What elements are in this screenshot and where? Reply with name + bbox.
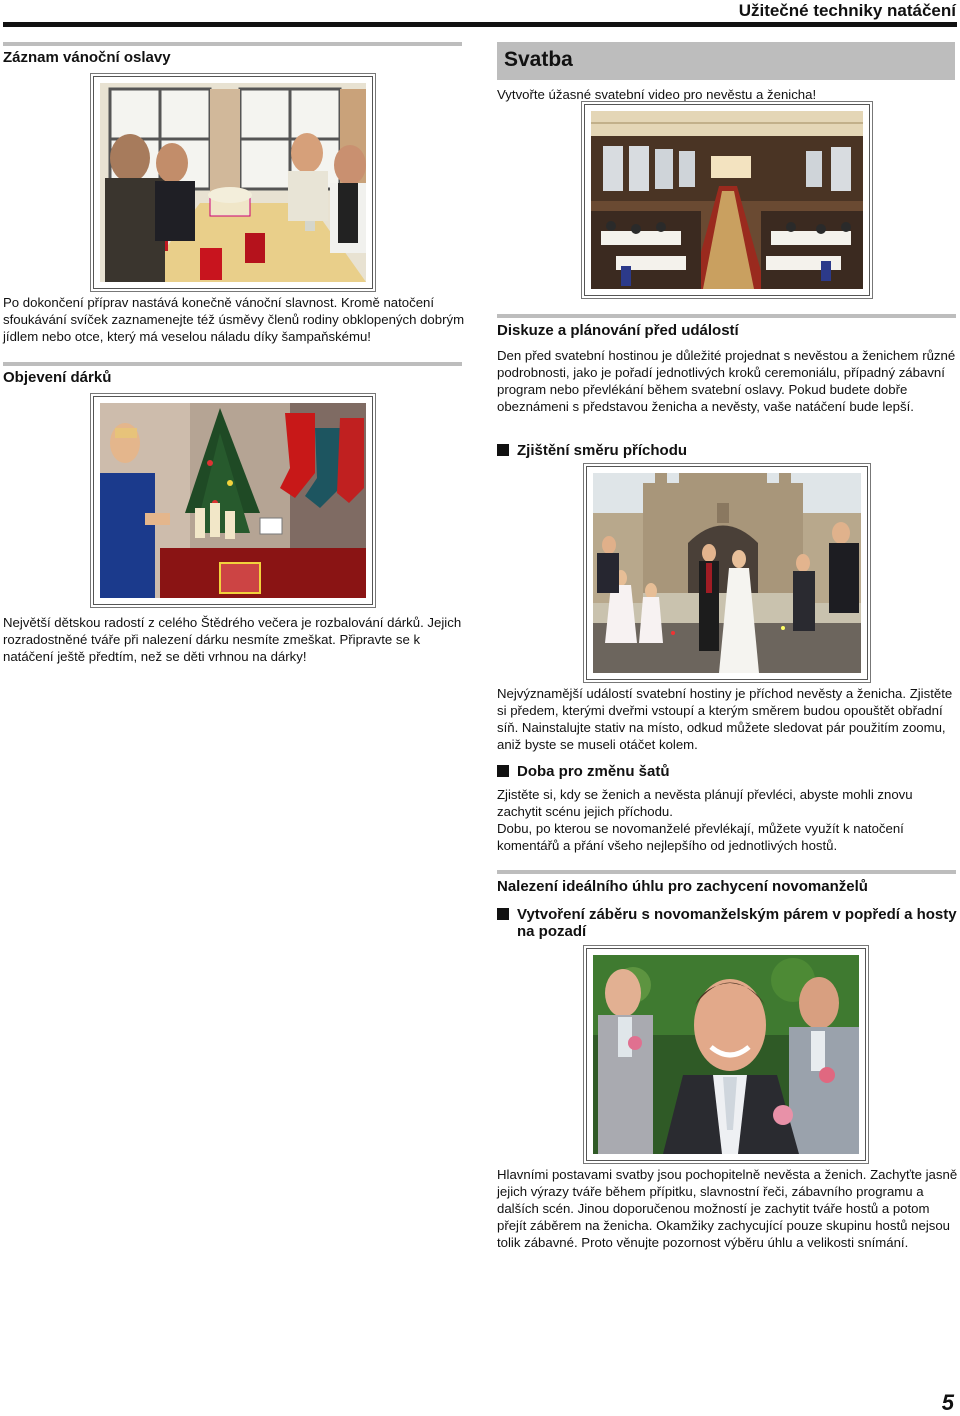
presents-text: Největší dětskou radostí z celého Štědrého večera je rozbalování dárků. Jejich rozradostněné tváře při nalezení dárku nesmíte zmeškat. Připravte se k natáčení ještě předtím, než se děti vrhnou na dárky!: [3, 615, 462, 664]
bullet-square-icon: [497, 444, 509, 456]
dress-change-text-2: Dobu, po kterou se novomanželé převlékají, můžete využít k natočení komentářů a přání všeho nejlepšího od jednotlivých hostů.: [497, 821, 904, 853]
section-rule: [497, 870, 956, 874]
planning-text: Den před svatební hostinou je důležité projednat s nevěstou a ženichem různé podrobnosti, jako je pořadí jednotlivých kroků ceremoniálu, případný zábavní program nebo převlékání během svatební oslavy. Pokud budete dobře obeznámeni s představou ženicha a nevěsty, vaše natáčení bude lepší.: [497, 348, 956, 414]
wedding-subtitle: Vytvořte úžasné svatební video pro nevěstu a ženicha!: [497, 87, 817, 102]
christmas-presents-photo: [93, 396, 373, 605]
christmas-party-text: Po dokončení příprav nastává konečně vánoční slavnost. Kromě natočení sfoukávání svíček zaznamenejte též úsměvy členů rodiny obklopených dobrým jídlem nebo otce, který má veselou náladu díky šampaňskému!: [3, 295, 465, 344]
subsection-title-dress-change: Doba pro změnu šatů: [497, 763, 670, 780]
bullet-square-icon: [497, 908, 509, 920]
subsection-title-framing: Vytvoření záběru s novomanželským párem v popředí a hosty na pozadí: [497, 906, 960, 940]
christmas-dinner-photo: [93, 76, 373, 289]
bullet-square-icon: [497, 765, 509, 777]
subsection-title-entrance: Zjištění směru příchodu: [497, 442, 687, 459]
framing-text: Hlavními postavami svatby jsou pochopitelně nevěsta a ženich. Zachyťte jasně jejich výrazy tváře během přípitku, slavnostní řeči, zábavního programu a dalších scén. Jinou doporučenou možností je zachytit tváře hostů a potom přejít záběrem na ženicha. Okamžiky zachycující pouze skupinu hostů nejsou tolik zábavné. Proto věnujte pozornost výběru úhlu a velikosti snímání.: [497, 1167, 958, 1250]
header-rule: [3, 22, 957, 27]
page-header-title: Užitečné techniky natáčení: [738, 1, 956, 20]
page-number: 5: [941, 1390, 954, 1415]
section-rule: [3, 362, 462, 366]
entrance-text: Nejvýznamější událostí svatební hostiny je příchod nevěsty a ženicha. Zjistěte si předem, kterými dveřmi vstoupí a kterým směrem budou opouštět obřadní síň. Nainstalujte stativ na místo, odkud můžete sledovat pár použitím zoomu, aniž byste se museli otáčet kolem.: [497, 686, 953, 752]
wedding-title: Svatba: [504, 48, 573, 71]
wedding-hall-photo: [584, 104, 870, 296]
section-rule: [497, 314, 956, 318]
section-rule: [3, 42, 462, 46]
section-title-presents: Objevení dárků: [3, 369, 112, 386]
dress-change-text-1: Zjistěte si, kdy se ženich a nevěsta plánují převléci, abyste mohli znovu zachytit scénu jejich příchodu.: [497, 787, 913, 819]
wedding-title-box: [497, 42, 955, 80]
wedding-entrance-photo: [586, 466, 868, 680]
section-title-planning: Diskuze a plánování před událostí: [497, 322, 739, 339]
groom-portrait-photo: [586, 948, 866, 1161]
section-title-angle: Nalezení ideálního úhlu pro zachycení novomanželů: [497, 878, 868, 895]
section-title-christmas-party: Záznam vánoční oslavy: [3, 49, 171, 66]
